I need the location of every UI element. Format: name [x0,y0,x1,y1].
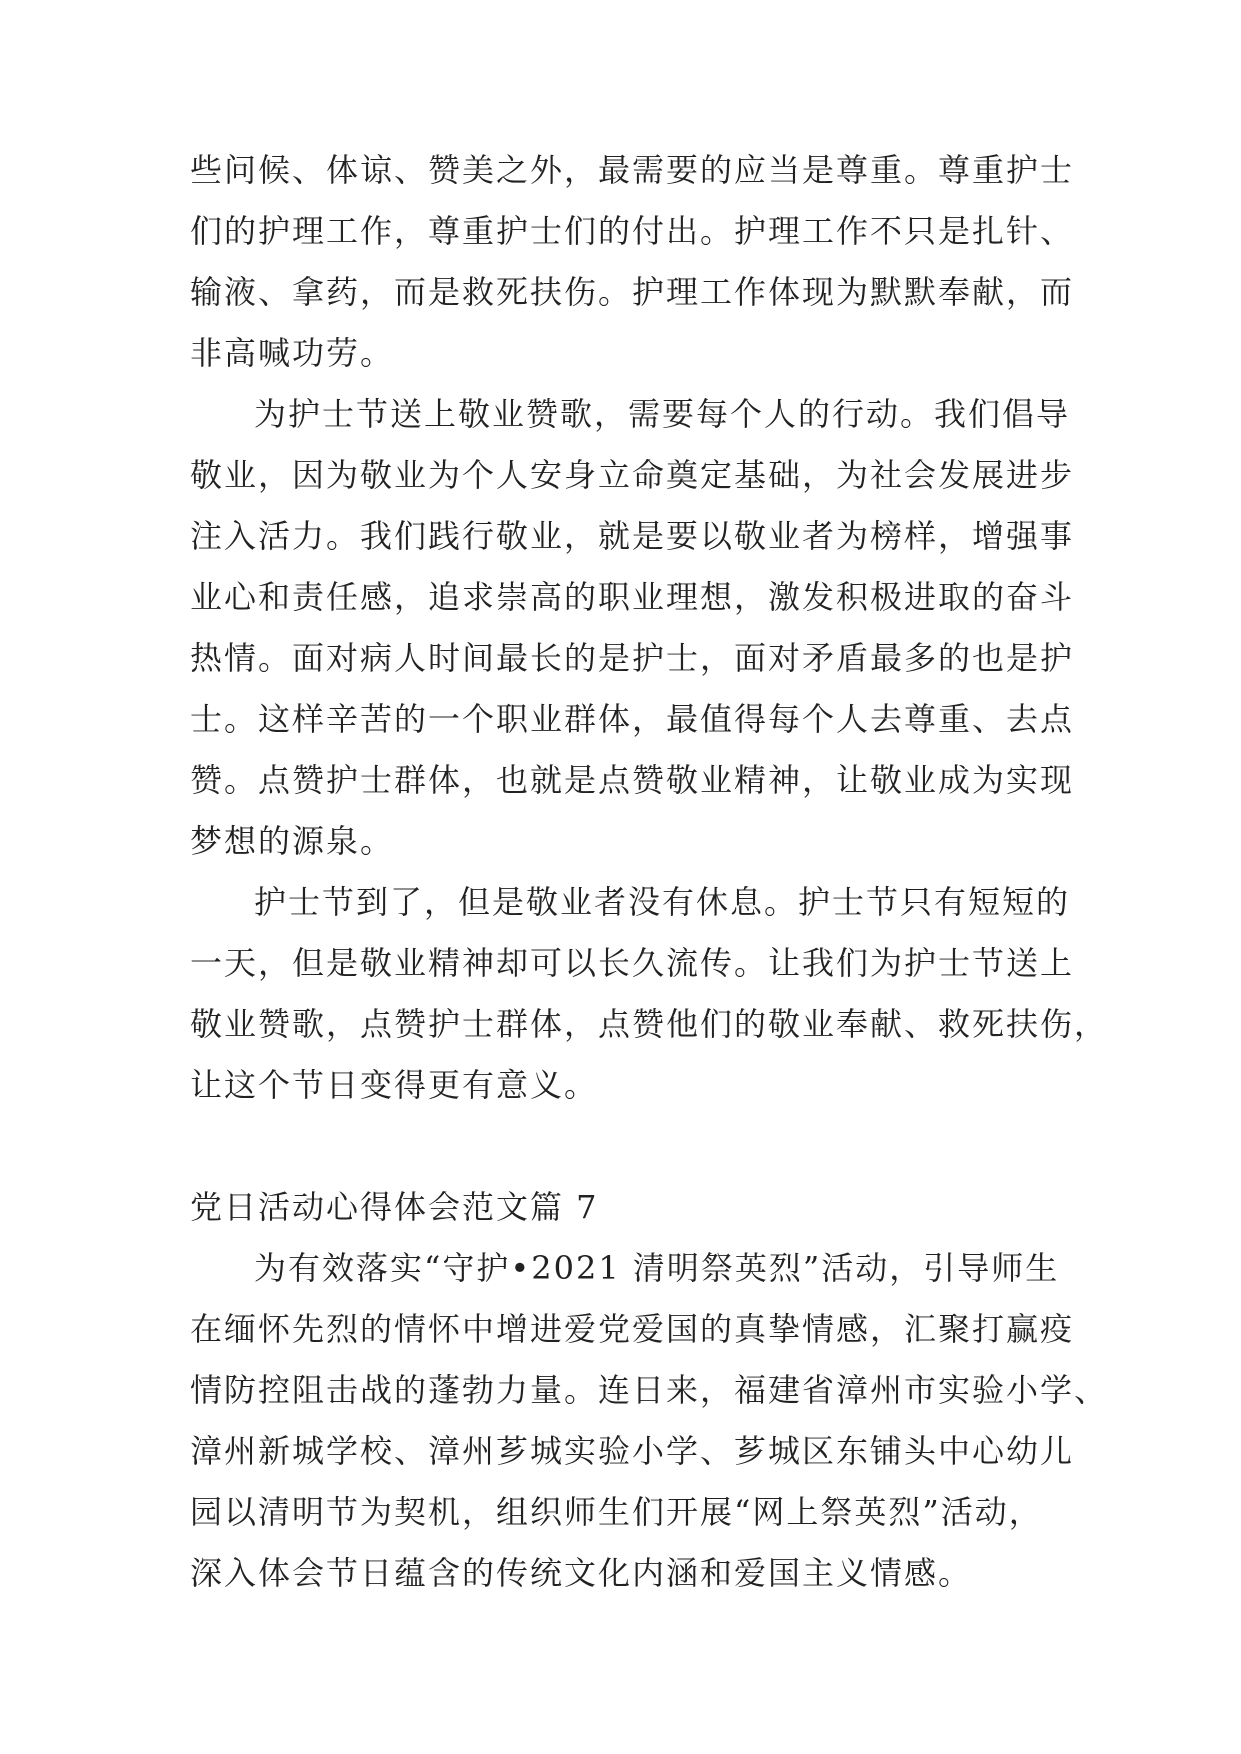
document-body [190,140,1109,1604]
text-line: 在缅怀先烈的情怀中增进爱党爱国的真挚情感，汇聚打赢疫 [190,1310,1075,1348]
text-line: 士。这样辛苦的一个职业群体，最值得每个人去尊重、去点 [190,700,1075,738]
text-line: 些问候、体谅、赞美之外，最需要的应当是尊重。尊重护士 [190,151,1075,189]
text-line: 注入活力。我们践行敬业，就是要以敬业者为榜样，增强事 [190,517,1075,555]
paragraph [190,872,1109,1116]
paragraph [190,1238,1109,1604]
text-line: 让这个节日变得更有意义。 [190,1066,599,1104]
text-line: 敬业，因为敬业为个人安身立命奠定基础，为社会发展进步 [190,456,1075,494]
text-line: 护士节到了，但是敬业者没有休息。护士节只有短短的 [254,883,1071,921]
text-line: 梦想的源泉。 [190,822,395,860]
text-line: 一天，但是敬业精神却可以长久流传。让我们为护士节送上 [190,944,1075,982]
section-heading: 党日活动心得体会范文篇 7 [190,1188,599,1226]
text-line: 业心和责任感，追求崇高的职业理想，激发积极进取的奋斗 [190,578,1075,616]
text-line: 深入体会节日蕴含的传统文化内涵和爱国主义情感。 [190,1554,973,1592]
text-line: 非高喊功劳。 [190,334,395,372]
spacer [190,1116,1052,1177]
text-line: 情防控阻击战的蓬勃力量。连日来，福建省漳州市实验小学、 [190,1371,1109,1409]
text-line: 输液、拿药，而是救死扶伤。护理工作体现为默默奉献，而 [190,273,1075,311]
paragraph [190,140,1075,384]
text-line: 赞。点赞护士群体，也就是点赞敬业精神，让敬业成为实现 [190,761,1075,799]
text-line: 敬业赞歌，点赞护士群体，点赞他们的敬业奉献、救死扶伤， [190,1005,1109,1043]
text-line: 园以清明节为契机，组织师生们开展“网上祭英烈”活动， [190,1493,1043,1531]
text-line: 为有效落实“守护•2021 清明祭英烈”活动，引导师生 [254,1249,1060,1287]
paragraph [190,384,1075,872]
text-line: 为护士节送上敬业赞歌，需要每个人的行动。我们倡导 [254,395,1071,433]
text-line: 们的护理工作，尊重护士们的付出。护理工作不只是扎针、 [190,212,1075,250]
text-line: 漳州新城学校、漳州芗城实验小学、芗城区东铺头中心幼儿 [190,1432,1075,1470]
text-line: 热情。面对病人时间最长的是护士，面对矛盾最多的也是护 [190,639,1075,677]
